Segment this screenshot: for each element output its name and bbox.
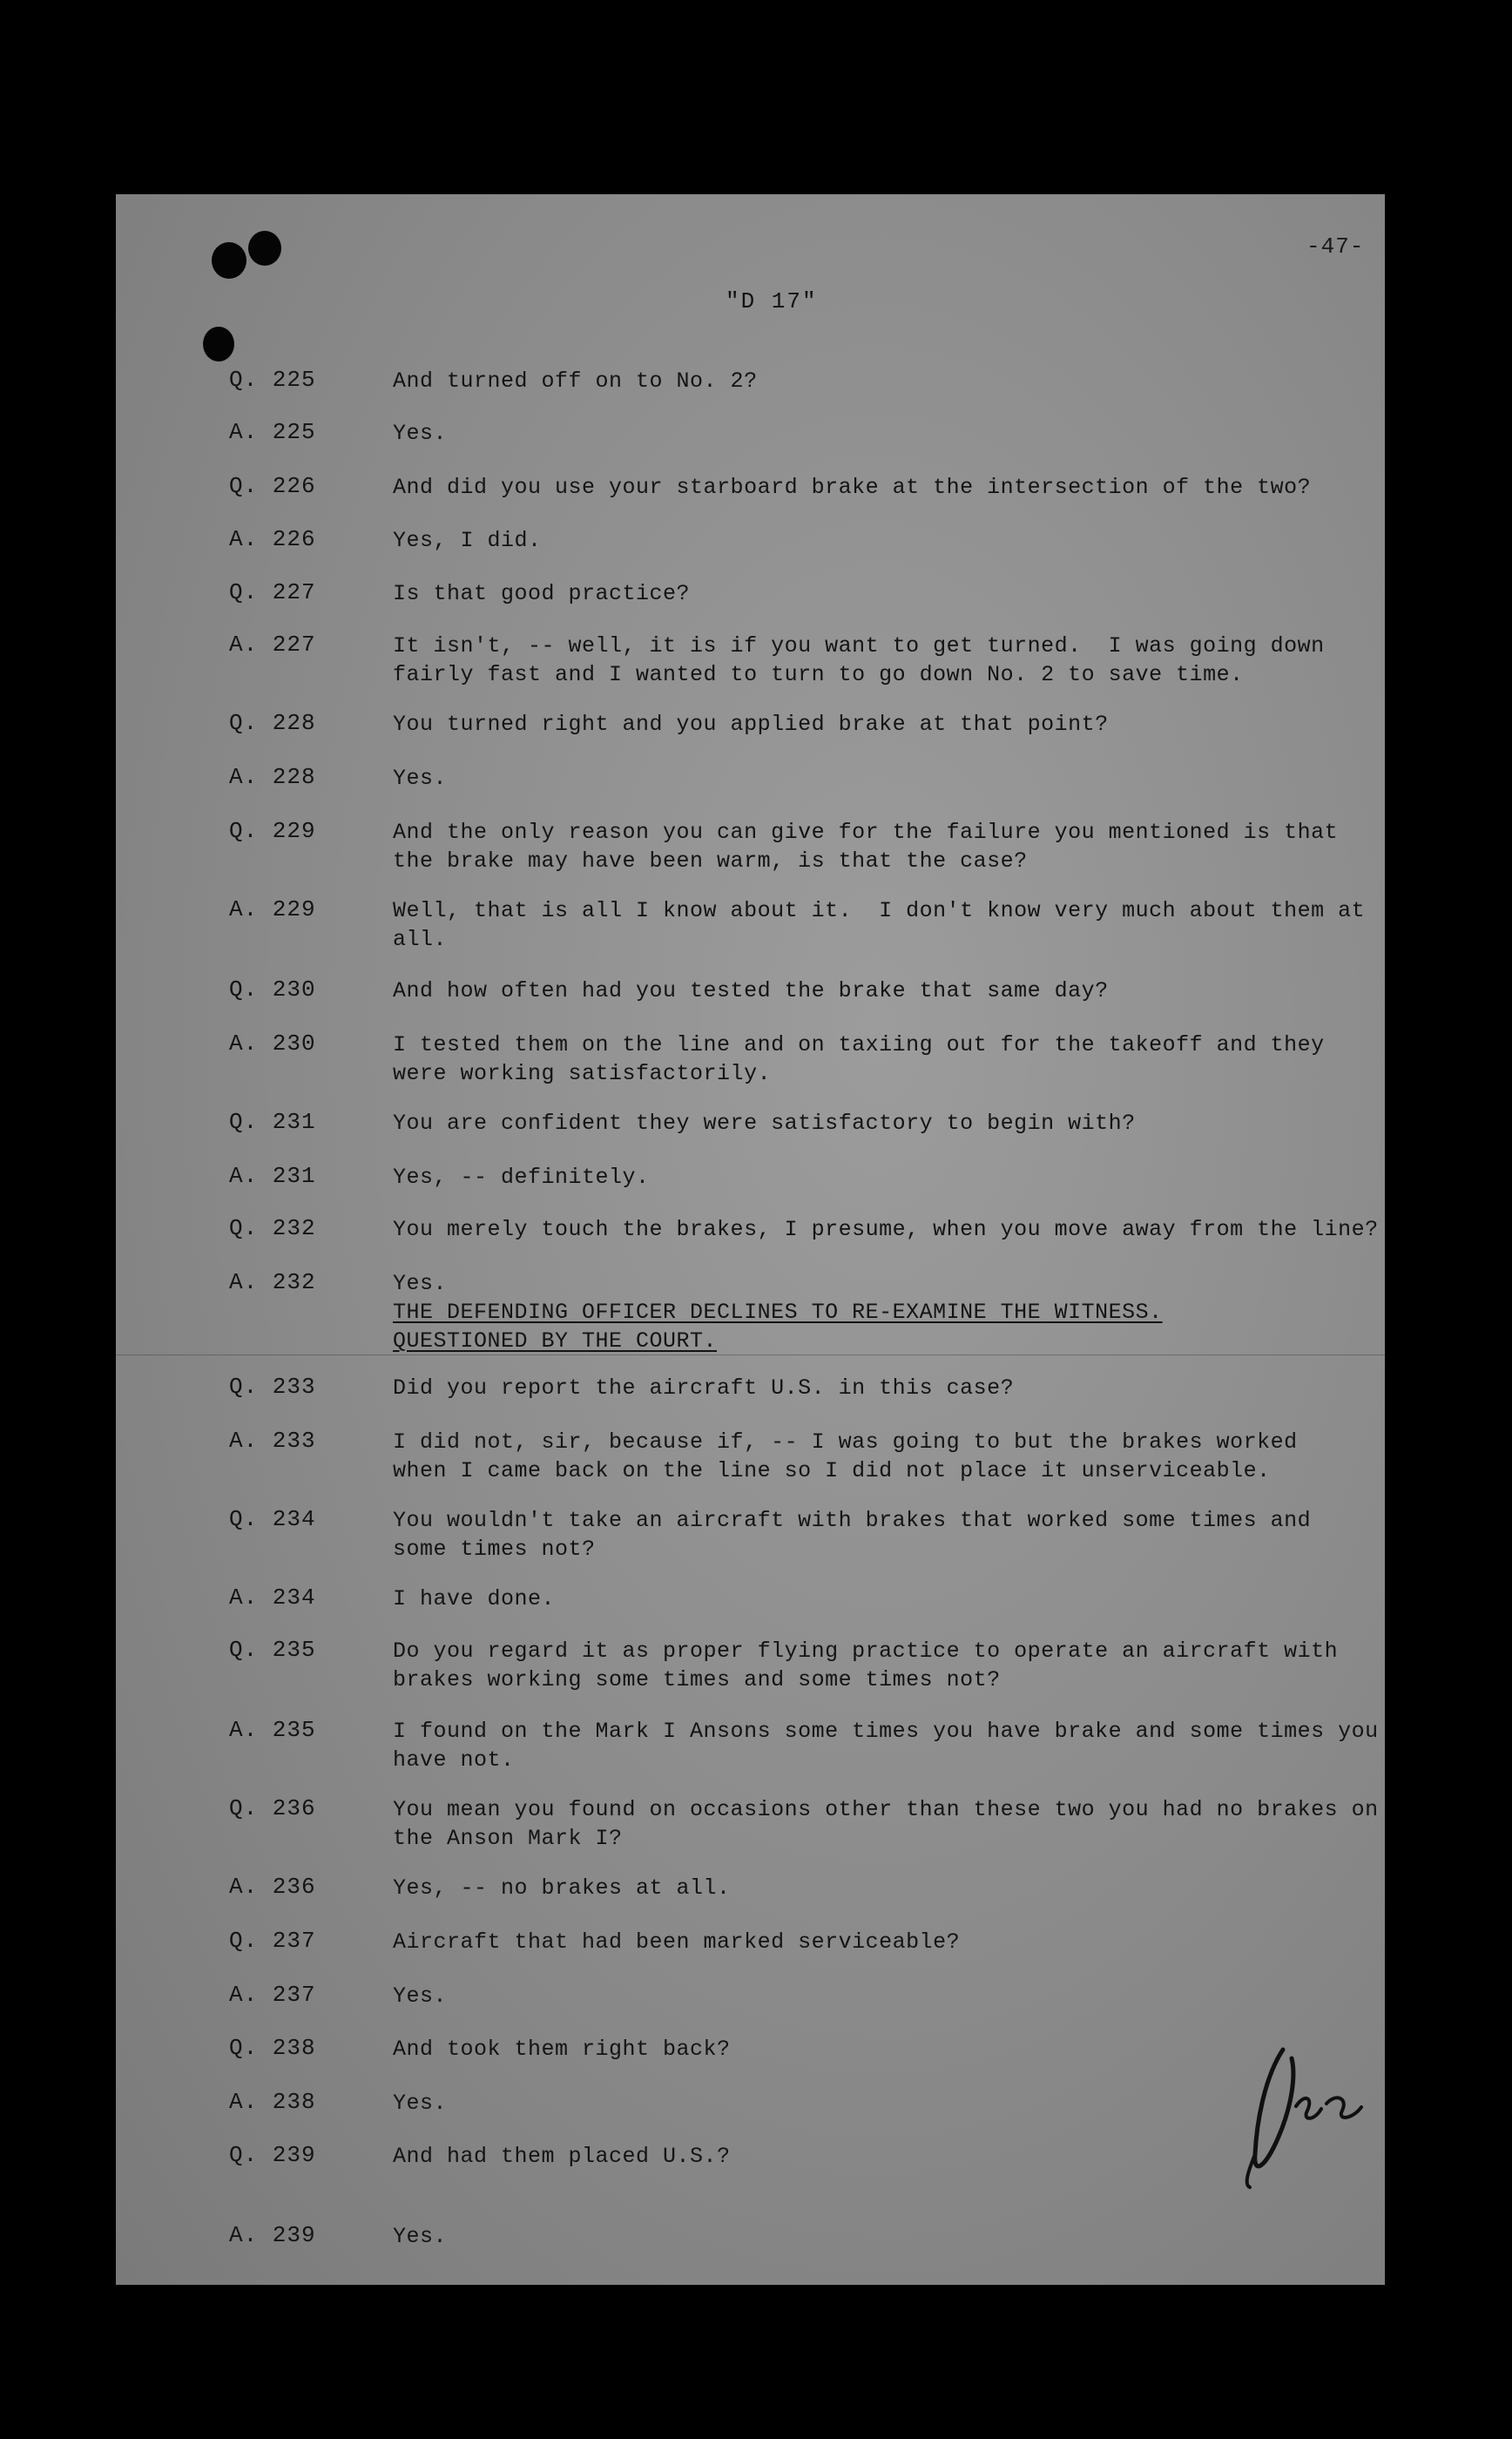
qa-label: A. 237 [229, 1982, 316, 2008]
qa-text-line: I tested them on the line and on taxiing out for the takeoff and they [393, 1032, 1325, 1057]
qa-label: Q. 232 [229, 1215, 316, 1241]
qa-text [393, 1163, 1368, 1192]
qa-text-line: the Anson Mark I? [393, 1826, 623, 1851]
qa-text [393, 1717, 1379, 1774]
punch-hole-icon [248, 231, 281, 266]
document-page [116, 194, 1385, 2285]
qa-text-line: Yes. [393, 421, 448, 446]
qa-text-line: I found on the Mark I Ansons some times you have brake and some times you [393, 1719, 1379, 1744]
qa-label: A. 234 [229, 1584, 316, 1611]
qa-text [393, 1030, 1368, 1088]
qa-label: A. 236 [229, 1874, 316, 1900]
qa-label: A. 225 [229, 419, 316, 445]
qa-text-line: Yes, I did. [393, 528, 542, 553]
qa-label: A. 239 [229, 2222, 316, 2248]
qa-text-line: Yes. [393, 2224, 448, 2249]
qa-label: Q. 238 [229, 2035, 316, 2061]
punch-hole-icon [203, 327, 234, 361]
qa-text-line: all. [393, 927, 448, 952]
qa-text-line: And had them placed U.S.? [393, 2144, 731, 2169]
qa-text-line: Aircraft that had been marked serviceable? [393, 1929, 961, 1955]
qa-text-line: Yes. [393, 1271, 448, 1296]
qa-label: Q. 233 [229, 1374, 316, 1400]
punch-hole-icon [212, 242, 246, 279]
qa-text [393, 1269, 1368, 1355]
qa-text [393, 1637, 1368, 1694]
handwritten-signature-icon [1231, 2023, 1379, 2198]
qa-text [393, 1584, 1368, 1613]
qa-text-line: Do you regard it as proper flying practice to operate an aircraft with [393, 1638, 1339, 1664]
qa-text-line: Yes. [393, 2091, 448, 2116]
qa-text-line: You turned right and you applied brake at that point? [393, 712, 1109, 737]
qa-text [393, 579, 1368, 608]
qa-text [393, 1874, 1368, 1902]
qa-text-line: Yes. [393, 766, 448, 791]
qa-text [393, 2142, 1368, 2171]
qa-text-line: You mean you found on occasions other than these two you had no brakes on [393, 1797, 1379, 1822]
qa-text-line: Is that good practice? [393, 581, 691, 606]
qa-text [393, 2089, 1368, 2118]
qa-text-line: You merely touch the brakes, I presume, when you move away from the line? [393, 1217, 1379, 1242]
qa-text-line: when I came back on the line so I did not place it unserviceable. [393, 1458, 1271, 1483]
qa-text-line: Well, that is all I know about it. I don't know very much about them at [393, 898, 1366, 923]
qa-text [393, 473, 1368, 502]
qa-label: Q. 239 [229, 2142, 316, 2168]
qa-text-line: And the only reason you can give for the failure you mentioned is that [393, 820, 1339, 845]
qa-text-line: Yes, -- no brakes at all. [393, 1875, 731, 1901]
qa-text-line: Yes, -- definitely. [393, 1165, 650, 1190]
qa-label: Q. 231 [229, 1109, 316, 1135]
qa-label: A. 228 [229, 764, 316, 790]
page-number: -47- [1306, 233, 1365, 260]
qa-text-line: I did not, sir, because if, -- I was going to but the brakes worked [393, 1429, 1298, 1455]
qa-text-line: some times not? [393, 1537, 596, 1562]
qa-label: Q. 228 [229, 710, 316, 736]
qa-text [393, 526, 1368, 555]
qa-label: A. 233 [229, 1428, 316, 1454]
qa-text [393, 1215, 1379, 1244]
qa-text [393, 1428, 1368, 1485]
qa-text-line: And how often had you tested the brake that same day? [393, 978, 1109, 1003]
qa-text [393, 1928, 1368, 1956]
qa-label: A. 227 [229, 632, 316, 658]
qa-label: A. 235 [229, 1717, 316, 1743]
qa-label: Q. 229 [229, 818, 316, 844]
qa-label: A. 226 [229, 526, 316, 552]
qa-text [393, 896, 1368, 954]
qa-text-line: the brake may have been warm, is that the case? [393, 848, 1028, 874]
qa-text [393, 367, 1368, 395]
qa-text-line: And took them right back? [393, 2037, 731, 2062]
qa-text [393, 764, 1368, 793]
qa-text [393, 976, 1368, 1005]
qa-text-line: It isn't, -- well, it is if you want to get turned. I was going down [393, 633, 1325, 659]
qa-label: Q. 234 [229, 1506, 316, 1532]
qa-text-line: You are confident they were satisfactory to begin with? [393, 1111, 1136, 1136]
qa-text-line: fairly fast and I wanted to turn to go down No. 2 to save time. [393, 662, 1244, 687]
qa-text-line: You wouldn't take an aircraft with brakes that worked some times and [393, 1508, 1312, 1533]
qa-text-line: Yes. [393, 1983, 448, 2009]
qa-label: A. 238 [229, 2089, 316, 2115]
qa-label: A. 230 [229, 1030, 316, 1057]
qa-text [393, 1795, 1379, 1853]
qa-label: A. 232 [229, 1269, 316, 1295]
qa-label: Q. 226 [229, 473, 316, 499]
qa-text-line: have not. [393, 1747, 515, 1773]
qa-text [393, 710, 1368, 739]
qa-label: Q. 227 [229, 579, 316, 605]
qa-text [393, 2035, 1368, 2064]
qa-label: Q. 235 [229, 1637, 316, 1663]
qa-text-line: And turned off on to No. 2? [393, 368, 758, 394]
qa-text [393, 1374, 1368, 1402]
qa-text-line: Did you report the aircraft U.S. in this case? [393, 1375, 1015, 1401]
qa-text [393, 419, 1368, 448]
qa-text-line: were working satisfactorily. [393, 1061, 772, 1086]
qa-label: Q. 230 [229, 976, 316, 1003]
qa-text [393, 632, 1368, 689]
qa-text [393, 1109, 1368, 1138]
qa-text-line: I have done. [393, 1586, 556, 1611]
qa-text [393, 1506, 1368, 1564]
qa-text [393, 2222, 1368, 2251]
qa-label: Q. 237 [229, 1928, 316, 1954]
qa-text-line: And did you use your starboard brake at the intersection of the two? [393, 475, 1312, 500]
court-direction-line: QUESTIONED BY THE COURT. [393, 1328, 718, 1354]
qa-text [393, 1982, 1368, 2010]
document-header: "D 17" [726, 288, 818, 314]
qa-label: A. 231 [229, 1163, 316, 1189]
qa-label: Q. 236 [229, 1795, 316, 1821]
qa-label: Q. 225 [229, 367, 316, 393]
qa-text-line: brakes working some times and some times not? [393, 1667, 1001, 1692]
qa-text [393, 818, 1368, 875]
court-direction-line: THE DEFENDING OFFICER DECLINES TO RE-EXAMINE THE WITNESS. [393, 1300, 1163, 1325]
qa-label: A. 229 [229, 896, 316, 922]
